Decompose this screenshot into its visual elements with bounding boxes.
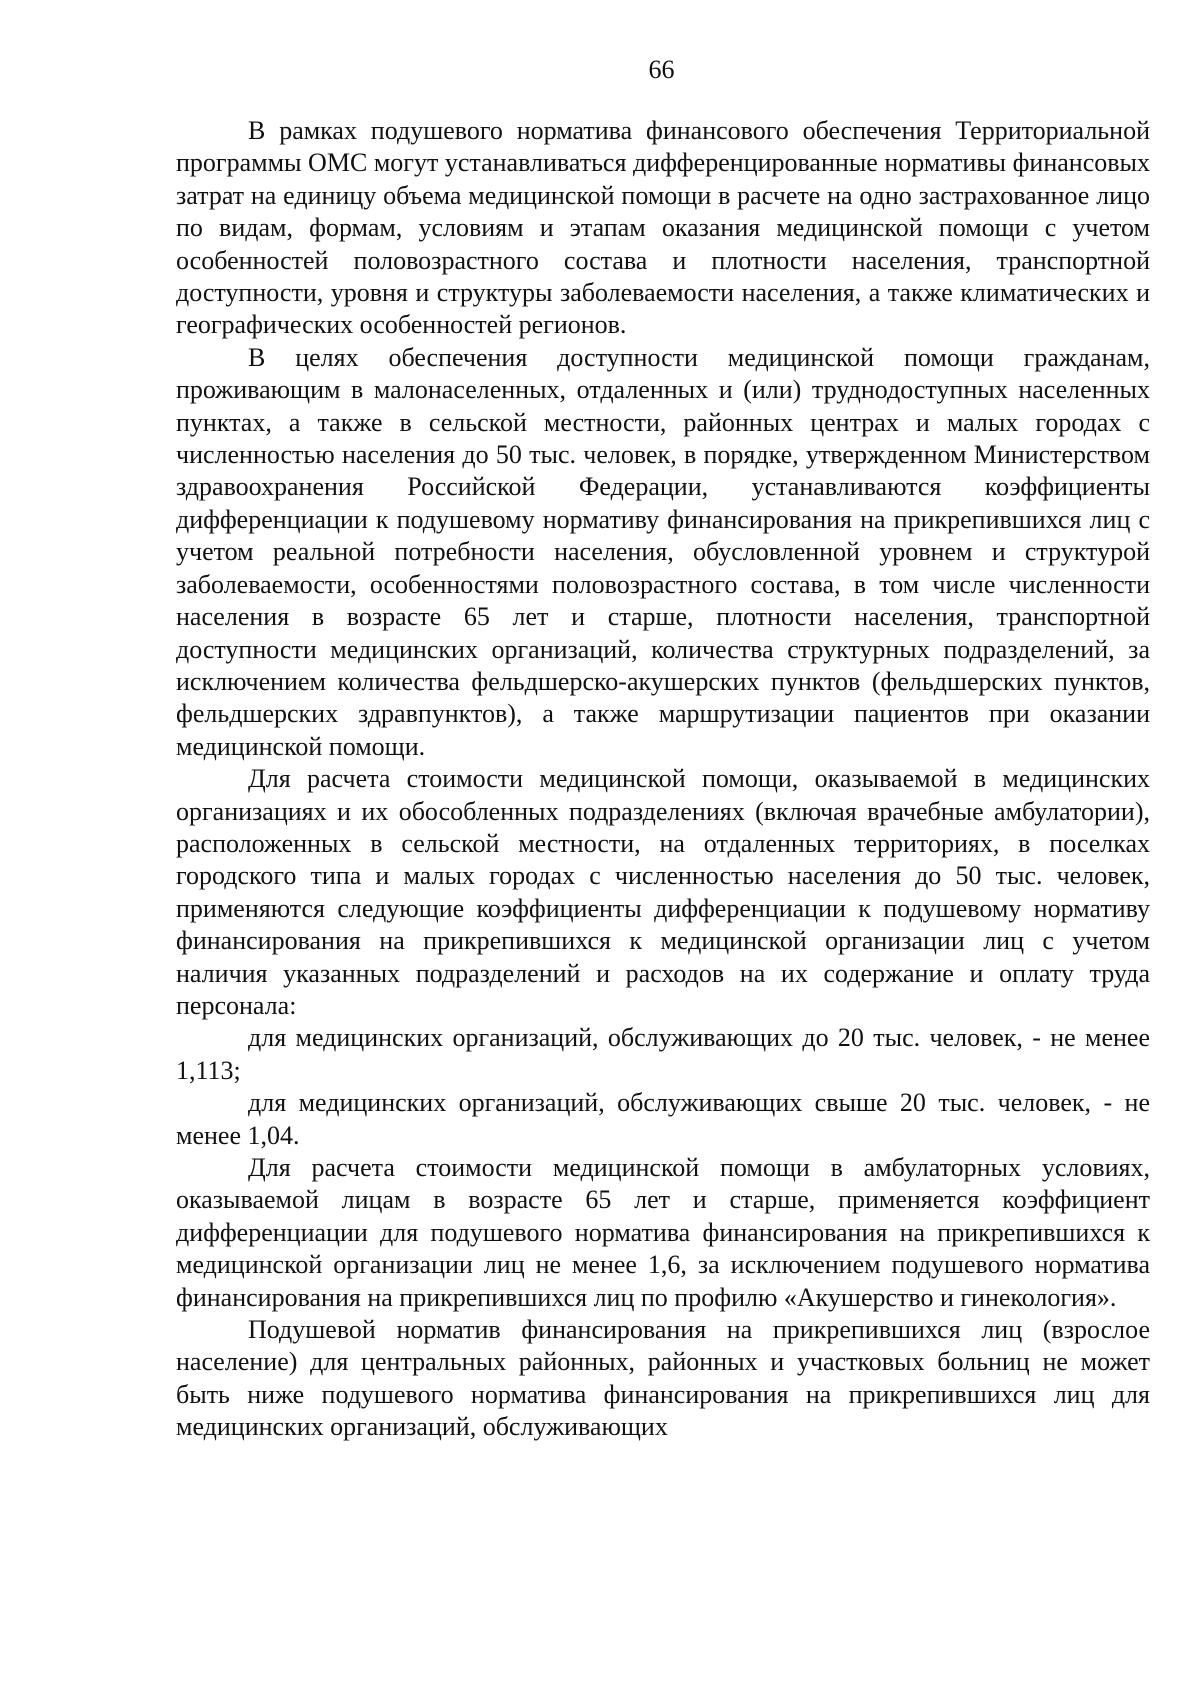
page-number: 66 [648, 55, 675, 84]
paragraph-1: В рамках подушевого норматива финансового обеспечения Территориальной программы ОМС могут устанавливаться дифференцированные нормативы финансовых затрат на единицу объема медицинской помощи в расчете на одно застрахованное лицо по видам, формам, условиям и этапам оказания медицинской помощи с учетом особенностей половозрастного состава и плотности населения, транспортной доступности, уровня и структуры заболеваемости населения, а также климатических и географических особенностей регионов. [176, 116, 1150, 340]
paragraph-2: В целях обеспечения доступности медицинской помощи гражданам, проживающим в малонаселенных, отдаленных и (или) труднодоступных населенных пунктах, а также в сельской местности, районных центрах и малых городах с численностью населения до 50 тыс. человек, в порядке, утвержденном Министерством здравоохранения Российской Федерации, устанавливаются коэффициенты дифференциации к подушевому нормативу финансирования на прикрепившихся лиц с учетом реальной потребности населения, обусловленной уровнем и структурой заболеваемости, особенностями половозрастного состава, в том числе численности населения в возрасте 65 лет и старше, плотности населения, транспортной доступности медицинских организаций, количества структурных подразделений, за исключением количества фельдшерско-акушерских пунктов (фельдшерских пунктов, фельдшерских здравпунктов), а также маршрутизации пациентов при оказании медицинской помощи. [176, 342, 1150, 761]
paragraph-7: Подушевой норматив финансирования на прикрепившихся лиц (взрослое население) для центральных районных, районных и участковых больниц не может быть ниже подушевого норматива финансирования на прикрепившихся лиц для медицинских организаций, обслуживающих [176, 1315, 1150, 1442]
paragraph-4: для медицинских организаций, обслуживающих до 20 тыс. человек, - не менее 1,113; [176, 1023, 1150, 1085]
paragraph-6: Для расчета стоимости медицинской помощи в амбулаторных условиях, оказываемой лицам в возрасте 65 лет и старше, применяется коэффициент дифференциации для подушевого норматива финансирования на прикрепившихся к медицинской организации лиц не менее 1,6, за исключением подушевого норматива финансирования на прикрепившихся лиц по профилю «Акушерство и гинекология». [176, 1153, 1150, 1312]
paragraph-5: для медицинских организаций, обслуживающих свыше 20 тыс. человек, - не менее 1,04. [176, 1088, 1150, 1150]
body-text [176, 115, 1150, 1444]
paragraph-3: Для расчета стоимости медицинской помощи, оказываемой в медицинских организациях и их обособленных подразделениях (включая врачебные амбулатории), расположенных в сельской местности, на отдаленных территориях, в поселках городского типа и малых городах с численностью населения до 50 тыс. человек, применяются следующие коэффициенты дифференциации к подушевому нормативу финансирования на прикрепившихся к медицинской организации лиц с учетом наличия указанных подразделений и расходов на их содержание и оплату труда персонала: [176, 764, 1150, 1020]
